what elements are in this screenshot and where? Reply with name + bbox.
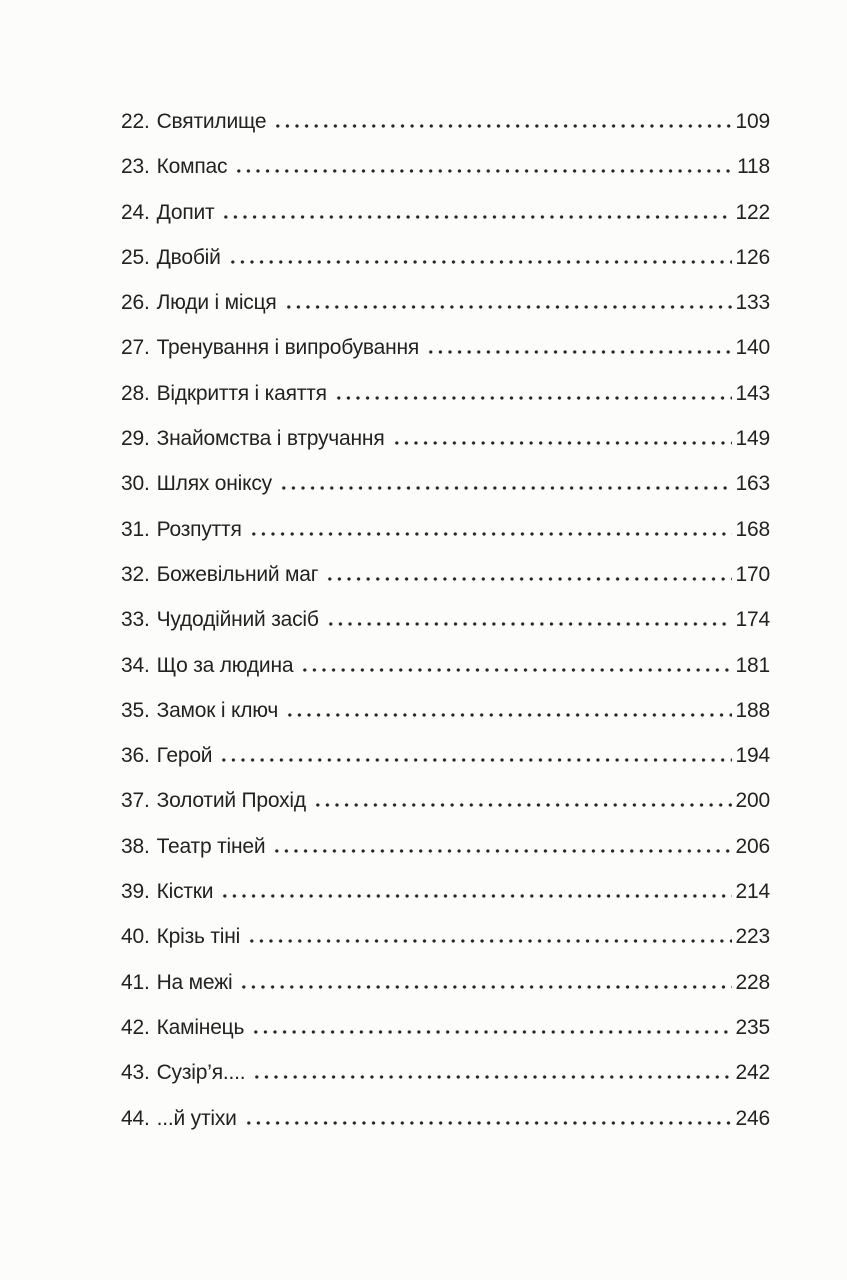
dot-leader — [247, 939, 731, 943]
chapter-number: 41. — [121, 970, 150, 994]
toc-entry — [121, 563, 770, 588]
chapter-number: 33. — [121, 608, 150, 632]
chapter-page-number: 188 — [735, 698, 770, 722]
chapter-number: 26. — [121, 291, 150, 315]
chapter-page-number: 163 — [735, 472, 770, 496]
toc-entry — [121, 382, 770, 407]
toc-entry — [121, 699, 770, 724]
chapter-title: Божевільний маг — [156, 562, 319, 586]
toc-entry — [121, 336, 770, 361]
chapter-title: Чудодійний засіб — [156, 608, 319, 632]
chapter-title: Тренування і випробування — [156, 336, 420, 360]
chapter-page-number: 143 — [735, 381, 770, 405]
dot-leader — [220, 894, 731, 898]
chapter-number: 28. — [121, 381, 150, 405]
chapter-title: Двобій — [156, 245, 221, 269]
toc-entry — [121, 789, 770, 814]
dot-leader — [273, 124, 731, 128]
toc-entry — [121, 880, 770, 905]
chapter-page-number: 246 — [735, 1106, 770, 1130]
toc-entry — [121, 246, 770, 271]
chapter-page-number: 200 — [735, 789, 770, 813]
toc-entry — [121, 472, 770, 497]
toc-entry — [121, 654, 770, 679]
dot-leader — [284, 305, 732, 309]
chapter-page-number: 126 — [735, 245, 770, 269]
chapter-page-number: 206 — [735, 834, 770, 858]
chapter-title: Люди і місця — [156, 291, 277, 315]
chapter-page-number: 228 — [735, 970, 770, 994]
chapter-number: 25. — [121, 245, 150, 269]
dot-leader — [300, 668, 731, 672]
chapter-number: 42. — [121, 1015, 150, 1039]
chapter-page-number: 140 — [735, 336, 770, 360]
toc-entry — [121, 518, 770, 543]
dot-leader — [234, 169, 733, 173]
dot-leader — [272, 849, 731, 853]
chapter-number: 31. — [121, 517, 150, 541]
chapter-number: 29. — [121, 427, 150, 451]
chapter-title: Герой — [156, 744, 213, 768]
toc-entry — [121, 291, 770, 316]
chapter-title: ...й утіхи — [156, 1106, 237, 1130]
dot-leader — [334, 396, 732, 400]
chapter-title: Допит — [156, 200, 215, 224]
chapter-title: Театр тіней — [156, 834, 266, 858]
toc-entry — [121, 155, 770, 180]
dot-leader — [325, 577, 731, 581]
chapter-page-number: 181 — [735, 653, 770, 677]
chapter-title: Шлях оніксу — [156, 472, 272, 496]
chapter-page-number: 242 — [735, 1061, 770, 1085]
toc-entry — [121, 835, 770, 860]
dot-leader — [426, 350, 732, 354]
dot-leader — [313, 803, 732, 807]
chapter-page-number: 223 — [735, 925, 770, 949]
toc-entry — [121, 925, 770, 950]
chapter-page-number: 122 — [735, 200, 770, 224]
chapter-title: Розпуття — [156, 517, 242, 541]
chapter-page-number: 118 — [737, 155, 770, 179]
toc-entry — [121, 110, 770, 135]
toc-entry — [121, 427, 770, 452]
toc-entry — [121, 201, 770, 226]
chapter-title: Камінець — [156, 1015, 245, 1039]
chapter-number: 23. — [121, 155, 150, 179]
dot-leader — [219, 758, 731, 762]
chapter-number: 43. — [121, 1061, 150, 1085]
chapter-number: 37. — [121, 789, 150, 813]
chapter-number: 27. — [121, 336, 150, 360]
chapter-title: Знайомства і втручання — [156, 427, 385, 451]
chapter-title: На межі — [156, 970, 233, 994]
dot-leader — [221, 215, 731, 219]
toc-entry — [121, 971, 770, 996]
chapter-page-number: 168 — [735, 517, 770, 541]
dot-leader — [228, 260, 732, 264]
chapter-page-number: 235 — [735, 1015, 770, 1039]
dot-leader — [285, 713, 731, 717]
chapter-title: Крізь тіні — [156, 925, 241, 949]
chapter-number: 30. — [121, 472, 150, 496]
chapter-page-number: 149 — [735, 427, 770, 451]
chapter-page-number: 214 — [735, 880, 770, 904]
chapter-number: 44. — [121, 1106, 150, 1130]
chapter-page-number: 194 — [735, 744, 770, 768]
toc-entry — [121, 1061, 770, 1086]
chapter-number: 34. — [121, 653, 150, 677]
chapter-page-number: 109 — [735, 110, 770, 133]
toc-entry — [121, 744, 770, 769]
dot-leader — [279, 486, 732, 490]
dot-leader — [252, 1075, 731, 1079]
chapter-page-number: 170 — [735, 562, 770, 586]
table-of-contents — [121, 110, 770, 1132]
chapter-title: Що за людина — [156, 653, 294, 677]
chapter-number: 39. — [121, 880, 150, 904]
dot-leader — [249, 532, 732, 536]
dot-leader — [239, 985, 731, 989]
chapter-number: 38. — [121, 834, 150, 858]
toc-entry — [121, 608, 770, 633]
chapter-title: Кістки — [156, 880, 214, 904]
dot-leader — [392, 441, 732, 445]
chapter-title: Золотий Прохід — [156, 789, 306, 813]
chapter-title: Замок і ключ — [156, 698, 279, 722]
chapter-number: 24. — [121, 200, 150, 224]
chapter-number: 35. — [121, 698, 150, 722]
chapter-title: Святилище — [156, 110, 267, 133]
chapter-number: 40. — [121, 925, 150, 949]
chapter-title: Компас — [156, 155, 228, 179]
chapter-page-number: 133 — [735, 291, 770, 315]
chapter-title: Відкриття і каяття — [156, 381, 327, 405]
chapter-number: 36. — [121, 744, 150, 768]
chapter-number: 32. — [121, 562, 150, 586]
dot-leader — [251, 1030, 731, 1034]
toc-entry — [121, 1107, 770, 1132]
toc-entry — [121, 1016, 770, 1041]
chapter-number: 22. — [121, 110, 150, 133]
chapter-page-number: 174 — [735, 608, 770, 632]
chapter-title: Сузір’я.... — [156, 1061, 246, 1085]
dot-leader — [244, 1121, 732, 1125]
dot-leader — [326, 622, 732, 626]
